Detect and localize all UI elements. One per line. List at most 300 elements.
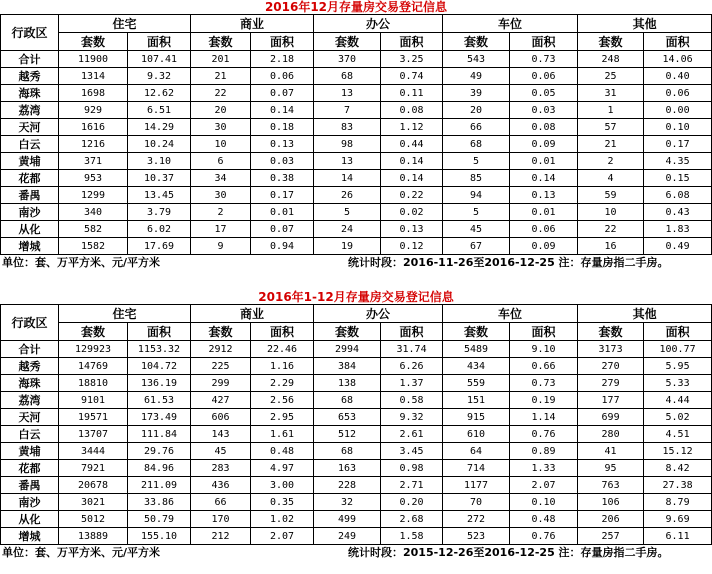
sub-header-row bbox=[1, 33, 712, 51]
value-cell: 70 bbox=[443, 494, 510, 511]
value-cell: 1177 bbox=[443, 477, 510, 494]
value-cell: 0.49 bbox=[644, 238, 712, 255]
table-row bbox=[1, 392, 712, 409]
district-header: 行政区 bbox=[1, 15, 59, 51]
value-cell: 6.11 bbox=[644, 528, 712, 545]
value-cell: 0.48 bbox=[510, 511, 578, 528]
value-cell: 9101 bbox=[59, 392, 128, 409]
value-cell: 6.26 bbox=[381, 358, 443, 375]
value-cell: 0.35 bbox=[251, 494, 314, 511]
value-cell: 3.00 bbox=[251, 477, 314, 494]
value-cell: 249 bbox=[314, 528, 381, 545]
value-cell: 0.73 bbox=[510, 375, 578, 392]
value-cell: 8.42 bbox=[644, 460, 712, 477]
value-cell: 12.62 bbox=[128, 85, 191, 102]
value-cell: 61.53 bbox=[128, 392, 191, 409]
value-cell: 5 bbox=[443, 204, 510, 221]
value-cell: 6.02 bbox=[128, 221, 191, 238]
value-cell: 0.20 bbox=[381, 494, 443, 511]
value-cell: 95 bbox=[578, 460, 644, 477]
value-cell: 512 bbox=[314, 426, 381, 443]
group-header-parking: 车位 bbox=[443, 305, 578, 323]
value-cell: 384 bbox=[314, 358, 381, 375]
value-cell: 0.06 bbox=[510, 68, 578, 85]
value-cell: 6.08 bbox=[644, 187, 712, 204]
value-cell: 1.02 bbox=[251, 511, 314, 528]
value-cell: 67 bbox=[443, 238, 510, 255]
sub-header-count: 套数 bbox=[314, 33, 381, 51]
value-cell: 206 bbox=[578, 511, 644, 528]
value-cell: 98 bbox=[314, 136, 381, 153]
value-cell: 436 bbox=[191, 477, 251, 494]
sub-header-count: 套数 bbox=[59, 33, 128, 51]
monthly-table bbox=[0, 14, 712, 255]
district-cell: 增城 bbox=[1, 238, 59, 255]
table-row bbox=[1, 409, 712, 426]
value-cell: 543 bbox=[443, 51, 510, 68]
sub-header-area: 面积 bbox=[381, 323, 443, 341]
sub-header-area: 面积 bbox=[128, 33, 191, 51]
district-cell: 海珠 bbox=[1, 375, 59, 392]
value-cell: 2.61 bbox=[381, 426, 443, 443]
value-cell: 248 bbox=[578, 51, 644, 68]
value-cell: 4.35 bbox=[644, 153, 712, 170]
value-cell: 1299 bbox=[59, 187, 128, 204]
district-cell: 从化 bbox=[1, 221, 59, 238]
sub-header-area: 面积 bbox=[251, 33, 314, 51]
value-cell: 212 bbox=[191, 528, 251, 545]
sub-header-area: 面积 bbox=[510, 33, 578, 51]
value-cell: 2994 bbox=[314, 341, 381, 358]
value-cell: 13.45 bbox=[128, 187, 191, 204]
value-cell: 0.08 bbox=[510, 119, 578, 136]
value-cell: 0.07 bbox=[251, 221, 314, 238]
value-cell: 299 bbox=[191, 375, 251, 392]
value-cell: 3173 bbox=[578, 341, 644, 358]
value-cell: 0.22 bbox=[381, 187, 443, 204]
value-cell: 66 bbox=[191, 494, 251, 511]
value-cell: 0.10 bbox=[644, 119, 712, 136]
value-cell: 0.13 bbox=[381, 221, 443, 238]
value-cell: 225 bbox=[191, 358, 251, 375]
value-cell: 0.73 bbox=[510, 51, 578, 68]
value-cell: 371 bbox=[59, 153, 128, 170]
table-row bbox=[1, 375, 712, 392]
value-cell: 1.61 bbox=[251, 426, 314, 443]
value-cell: 163 bbox=[314, 460, 381, 477]
value-cell: 104.72 bbox=[128, 358, 191, 375]
value-cell: 32 bbox=[314, 494, 381, 511]
value-cell: 30 bbox=[191, 119, 251, 136]
value-cell: 21 bbox=[578, 136, 644, 153]
value-cell: 151 bbox=[443, 392, 510, 409]
value-cell: 14769 bbox=[59, 358, 128, 375]
value-cell: 22 bbox=[191, 85, 251, 102]
district-cell: 番禺 bbox=[1, 477, 59, 494]
value-cell: 20 bbox=[443, 102, 510, 119]
value-cell: 19 bbox=[314, 238, 381, 255]
group-header-other: 其他 bbox=[578, 15, 712, 33]
value-cell: 0.08 bbox=[381, 102, 443, 119]
value-cell: 20678 bbox=[59, 477, 128, 494]
value-cell: 21 bbox=[191, 68, 251, 85]
table-row bbox=[1, 443, 712, 460]
value-cell: 4.51 bbox=[644, 426, 712, 443]
value-cell: 45 bbox=[191, 443, 251, 460]
value-cell: 10 bbox=[578, 204, 644, 221]
value-cell: 4.44 bbox=[644, 392, 712, 409]
value-cell: 0.05 bbox=[510, 85, 578, 102]
value-cell: 0.76 bbox=[510, 426, 578, 443]
value-cell: 0.11 bbox=[381, 85, 443, 102]
value-cell: 15.12 bbox=[644, 443, 712, 460]
value-cell: 257 bbox=[578, 528, 644, 545]
district-cell: 南沙 bbox=[1, 204, 59, 221]
district-cell: 天河 bbox=[1, 119, 59, 136]
value-cell: 0.09 bbox=[510, 136, 578, 153]
value-cell: 499 bbox=[314, 511, 381, 528]
district-cell: 荔湾 bbox=[1, 392, 59, 409]
sub-header-count: 套数 bbox=[578, 33, 644, 51]
value-cell: 0.44 bbox=[381, 136, 443, 153]
value-cell: 0.19 bbox=[510, 392, 578, 409]
district-header: 行政区 bbox=[1, 305, 59, 341]
value-cell: 1.83 bbox=[644, 221, 712, 238]
value-cell: 39 bbox=[443, 85, 510, 102]
table-row bbox=[1, 187, 712, 204]
value-cell: 1698 bbox=[59, 85, 128, 102]
value-cell: 3444 bbox=[59, 443, 128, 460]
group-header-row bbox=[1, 305, 712, 323]
value-cell: 33.86 bbox=[128, 494, 191, 511]
value-cell: 16 bbox=[578, 238, 644, 255]
value-cell: 1616 bbox=[59, 119, 128, 136]
table-row bbox=[1, 85, 712, 102]
value-cell: 5.33 bbox=[644, 375, 712, 392]
value-cell: 1 bbox=[578, 102, 644, 119]
value-cell: 0.03 bbox=[251, 153, 314, 170]
value-cell: 9.69 bbox=[644, 511, 712, 528]
period-note: 统计时段：2015-12-26至2016-12-25 注：存量房指二手房。 bbox=[348, 546, 669, 559]
value-cell: 1314 bbox=[59, 68, 128, 85]
value-cell: 0.58 bbox=[381, 392, 443, 409]
value-cell: 14.29 bbox=[128, 119, 191, 136]
district-cell: 荔湾 bbox=[1, 102, 59, 119]
value-cell: 1216 bbox=[59, 136, 128, 153]
value-cell: 3.25 bbox=[381, 51, 443, 68]
value-cell: 0.14 bbox=[510, 170, 578, 187]
sub-header-area: 面积 bbox=[510, 323, 578, 341]
district-cell: 黄埔 bbox=[1, 443, 59, 460]
value-cell: 9.32 bbox=[381, 409, 443, 426]
table-row bbox=[1, 528, 712, 545]
value-cell: 177 bbox=[578, 392, 644, 409]
sub-header-count: 套数 bbox=[314, 323, 381, 341]
value-cell: 0.02 bbox=[381, 204, 443, 221]
value-cell: 1.12 bbox=[381, 119, 443, 136]
value-cell: 45 bbox=[443, 221, 510, 238]
value-cell: 50.79 bbox=[128, 511, 191, 528]
value-cell: 559 bbox=[443, 375, 510, 392]
value-cell: 0.94 bbox=[251, 238, 314, 255]
value-cell: 610 bbox=[443, 426, 510, 443]
value-cell: 0.00 bbox=[644, 102, 712, 119]
value-cell: 17 bbox=[191, 221, 251, 238]
value-cell: 0.76 bbox=[510, 528, 578, 545]
value-cell: 0.43 bbox=[644, 204, 712, 221]
table-row bbox=[1, 102, 712, 119]
value-cell: 0.40 bbox=[644, 68, 712, 85]
value-cell: 5 bbox=[314, 204, 381, 221]
value-cell: 94 bbox=[443, 187, 510, 204]
value-cell: 0.89 bbox=[510, 443, 578, 460]
value-cell: 2.68 bbox=[381, 511, 443, 528]
value-cell: 31.74 bbox=[381, 341, 443, 358]
sub-header-area: 面积 bbox=[381, 33, 443, 51]
value-cell: 699 bbox=[578, 409, 644, 426]
value-cell: 0.38 bbox=[251, 170, 314, 187]
value-cell: 22 bbox=[578, 221, 644, 238]
sub-header-area: 面积 bbox=[251, 323, 314, 341]
district-cell: 南沙 bbox=[1, 494, 59, 511]
sub-header-area: 面积 bbox=[644, 323, 712, 341]
value-cell: 30 bbox=[191, 187, 251, 204]
value-cell: 29.76 bbox=[128, 443, 191, 460]
value-cell: 2.07 bbox=[251, 528, 314, 545]
table-row bbox=[1, 51, 712, 68]
sub-header-area: 面积 bbox=[128, 323, 191, 341]
value-cell: 6 bbox=[191, 153, 251, 170]
value-cell: 14.06 bbox=[644, 51, 712, 68]
value-cell: 0.03 bbox=[510, 102, 578, 119]
district-cell: 白云 bbox=[1, 136, 59, 153]
table-row bbox=[1, 426, 712, 443]
value-cell: 2.07 bbox=[510, 477, 578, 494]
value-cell: 5 bbox=[443, 153, 510, 170]
sub-header-count: 套数 bbox=[191, 323, 251, 341]
value-cell: 10 bbox=[191, 136, 251, 153]
section-footer bbox=[0, 255, 712, 270]
sub-header-count: 套数 bbox=[443, 323, 510, 341]
sub-header-row bbox=[1, 323, 712, 341]
value-cell: 0.06 bbox=[644, 85, 712, 102]
value-cell: 66 bbox=[443, 119, 510, 136]
value-cell: 0.14 bbox=[251, 102, 314, 119]
value-cell: 0.07 bbox=[251, 85, 314, 102]
value-cell: 2.95 bbox=[251, 409, 314, 426]
value-cell: 0.01 bbox=[251, 204, 314, 221]
group-header-commercial: 商业 bbox=[191, 305, 314, 323]
value-cell: 9 bbox=[191, 238, 251, 255]
value-cell: 370 bbox=[314, 51, 381, 68]
value-cell: 3.79 bbox=[128, 204, 191, 221]
value-cell: 2.71 bbox=[381, 477, 443, 494]
value-cell: 68 bbox=[314, 443, 381, 460]
value-cell: 1.37 bbox=[381, 375, 443, 392]
value-cell: 280 bbox=[578, 426, 644, 443]
group-header-parking: 车位 bbox=[443, 15, 578, 33]
value-cell: 427 bbox=[191, 392, 251, 409]
value-cell: 0.06 bbox=[510, 221, 578, 238]
value-cell: 201 bbox=[191, 51, 251, 68]
sub-header-count: 套数 bbox=[59, 323, 128, 341]
value-cell: 170 bbox=[191, 511, 251, 528]
value-cell: 68 bbox=[443, 136, 510, 153]
value-cell: 0.66 bbox=[510, 358, 578, 375]
table-row bbox=[1, 204, 712, 221]
value-cell: 49 bbox=[443, 68, 510, 85]
value-cell: 7921 bbox=[59, 460, 128, 477]
group-header-other: 其他 bbox=[578, 305, 712, 323]
value-cell: 64 bbox=[443, 443, 510, 460]
value-cell: 31 bbox=[578, 85, 644, 102]
value-cell: 25 bbox=[578, 68, 644, 85]
table-row bbox=[1, 170, 712, 187]
value-cell: 929 bbox=[59, 102, 128, 119]
value-cell: 953 bbox=[59, 170, 128, 187]
value-cell: 107.41 bbox=[128, 51, 191, 68]
value-cell: 211.09 bbox=[128, 477, 191, 494]
section-footer bbox=[0, 545, 712, 560]
value-cell: 27.38 bbox=[644, 477, 712, 494]
value-cell: 129923 bbox=[59, 341, 128, 358]
value-cell: 2.56 bbox=[251, 392, 314, 409]
district-cell: 增城 bbox=[1, 528, 59, 545]
value-cell: 1582 bbox=[59, 238, 128, 255]
value-cell: 22.46 bbox=[251, 341, 314, 358]
value-cell: 68 bbox=[314, 392, 381, 409]
group-header-office: 办公 bbox=[314, 15, 443, 33]
value-cell: 2.29 bbox=[251, 375, 314, 392]
table-row bbox=[1, 68, 712, 85]
section-title: 2016年1-12月存量房交易登记信息 bbox=[258, 290, 454, 304]
period-note: 统计时段：2016-11-26至2016-12-25 注：存量房指二手房。 bbox=[348, 256, 669, 269]
table-row bbox=[1, 494, 712, 511]
annual-section bbox=[0, 290, 712, 560]
value-cell: 5.02 bbox=[644, 409, 712, 426]
value-cell: 0.10 bbox=[510, 494, 578, 511]
value-cell: 0.14 bbox=[381, 153, 443, 170]
value-cell: 0.01 bbox=[510, 153, 578, 170]
value-cell: 279 bbox=[578, 375, 644, 392]
value-cell: 6.51 bbox=[128, 102, 191, 119]
value-cell: 85 bbox=[443, 170, 510, 187]
value-cell: 68 bbox=[314, 68, 381, 85]
value-cell: 0.14 bbox=[381, 170, 443, 187]
value-cell: 1.33 bbox=[510, 460, 578, 477]
district-cell: 花都 bbox=[1, 460, 59, 477]
value-cell: 0.09 bbox=[510, 238, 578, 255]
sub-header-count: 套数 bbox=[443, 33, 510, 51]
value-cell: 14 bbox=[314, 170, 381, 187]
value-cell: 4 bbox=[578, 170, 644, 187]
value-cell: 155.10 bbox=[128, 528, 191, 545]
sub-header-count: 套数 bbox=[191, 33, 251, 51]
value-cell: 9.10 bbox=[510, 341, 578, 358]
value-cell: 26 bbox=[314, 187, 381, 204]
section-title: 2016年12月存量房交易登记信息 bbox=[264, 0, 448, 14]
value-cell: 9.32 bbox=[128, 68, 191, 85]
value-cell: 10.37 bbox=[128, 170, 191, 187]
value-cell: 11900 bbox=[59, 51, 128, 68]
value-cell: 8.79 bbox=[644, 494, 712, 511]
value-cell: 0.13 bbox=[251, 136, 314, 153]
district-cell: 黄埔 bbox=[1, 153, 59, 170]
unit-note: 单位：套、万平方米、元/平方米 bbox=[2, 256, 161, 269]
value-cell: 84.96 bbox=[128, 460, 191, 477]
value-cell: 19571 bbox=[59, 409, 128, 426]
value-cell: 2.18 bbox=[251, 51, 314, 68]
value-cell: 13 bbox=[314, 85, 381, 102]
value-cell: 59 bbox=[578, 187, 644, 204]
district-cell: 天河 bbox=[1, 409, 59, 426]
value-cell: 18810 bbox=[59, 375, 128, 392]
value-cell: 582 bbox=[59, 221, 128, 238]
value-cell: 1.58 bbox=[381, 528, 443, 545]
value-cell: 24 bbox=[314, 221, 381, 238]
value-cell: 10.24 bbox=[128, 136, 191, 153]
value-cell: 143 bbox=[191, 426, 251, 443]
district-cell: 从化 bbox=[1, 511, 59, 528]
group-header-residential: 住宅 bbox=[59, 15, 191, 33]
table-row bbox=[1, 238, 712, 255]
value-cell: 17.69 bbox=[128, 238, 191, 255]
sub-header-count: 套数 bbox=[578, 323, 644, 341]
value-cell: 138 bbox=[314, 375, 381, 392]
value-cell: 1153.32 bbox=[128, 341, 191, 358]
sub-header-area: 面积 bbox=[644, 33, 712, 51]
district-cell: 越秀 bbox=[1, 68, 59, 85]
value-cell: 5489 bbox=[443, 341, 510, 358]
value-cell: 0.01 bbox=[510, 204, 578, 221]
group-header-row bbox=[1, 15, 712, 33]
value-cell: 0.06 bbox=[251, 68, 314, 85]
value-cell: 2912 bbox=[191, 341, 251, 358]
table-row bbox=[1, 460, 712, 477]
value-cell: 0.12 bbox=[381, 238, 443, 255]
value-cell: 714 bbox=[443, 460, 510, 477]
value-cell: 0.13 bbox=[510, 187, 578, 204]
value-cell: 0.18 bbox=[251, 119, 314, 136]
value-cell: 2 bbox=[191, 204, 251, 221]
table-row bbox=[1, 136, 712, 153]
value-cell: 34 bbox=[191, 170, 251, 187]
table-row bbox=[1, 119, 712, 136]
value-cell: 1.14 bbox=[510, 409, 578, 426]
district-cell: 白云 bbox=[1, 426, 59, 443]
value-cell: 2 bbox=[578, 153, 644, 170]
value-cell: 0.98 bbox=[381, 460, 443, 477]
value-cell: 3.10 bbox=[128, 153, 191, 170]
table-row bbox=[1, 221, 712, 238]
value-cell: 13 bbox=[314, 153, 381, 170]
value-cell: 5.95 bbox=[644, 358, 712, 375]
group-header-commercial: 商业 bbox=[191, 15, 314, 33]
monthly-section bbox=[0, 0, 712, 270]
value-cell: 7 bbox=[314, 102, 381, 119]
value-cell: 173.49 bbox=[128, 409, 191, 426]
value-cell: 136.19 bbox=[128, 375, 191, 392]
value-cell: 523 bbox=[443, 528, 510, 545]
value-cell: 13707 bbox=[59, 426, 128, 443]
value-cell: 0.15 bbox=[644, 170, 712, 187]
value-cell: 0.74 bbox=[381, 68, 443, 85]
value-cell: 606 bbox=[191, 409, 251, 426]
district-cell: 合计 bbox=[1, 341, 59, 358]
table-row bbox=[1, 511, 712, 528]
value-cell: 111.84 bbox=[128, 426, 191, 443]
value-cell: 283 bbox=[191, 460, 251, 477]
